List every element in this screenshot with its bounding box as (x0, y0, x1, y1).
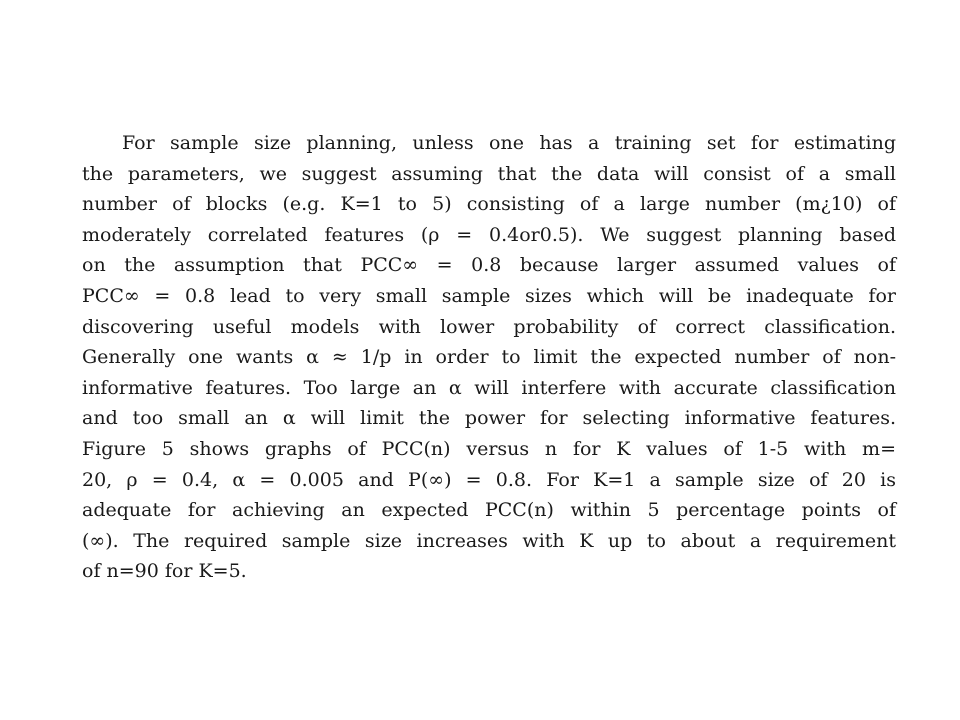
paragraph-line: number of blocks (e.g. K=1 to 5) consisting of a large number (m¿10) of (82, 193, 896, 216)
paragraph-line: and too small an α will limit the power for selecting informative features. (82, 407, 896, 430)
paragraph-line: moderately correlated features (ρ = 0.4or0.5). We suggest planning based (82, 223, 896, 246)
paragraph-line: the parameters, we suggest assuming that the data will consist of a small (82, 162, 896, 185)
paragraph-line: For sample size planning, unless one has a training set for estimating (122, 132, 896, 154)
paragraph-line: informative features. Too large an α will interfere with accurate classification (82, 376, 896, 399)
paragraph-line: adequate for achieving an expected PCC(n) within 5 percentage points of (82, 499, 896, 522)
body-paragraph (82, 128, 896, 587)
paragraph-line: discovering useful models with lower probability of correct classification. (82, 315, 896, 338)
paragraph-line: of n=90 for K=5. (82, 560, 247, 583)
paragraph-line: Generally one wants α ≈ 1/p in order to limit the expected number of non- (82, 346, 896, 369)
paragraph-line: on the assumption that PCC∞ = 0.8 because larger assumed values of (82, 254, 896, 277)
paragraph-line: Figure 5 shows graphs of PCC(n) versus n for K values of 1-5 with m= (82, 437, 896, 460)
paragraph-line: PCC∞ = 0.8 lead to very small sample sizes which will be inadequate for (82, 284, 896, 307)
paragraph-line: (∞). The required sample size increases with K up to about a requirement (82, 529, 896, 552)
paragraph-line: 20, ρ = 0.4, α = 0.005 and P(∞) = 0.8. For K=1 a sample size of 20 is (82, 468, 896, 491)
